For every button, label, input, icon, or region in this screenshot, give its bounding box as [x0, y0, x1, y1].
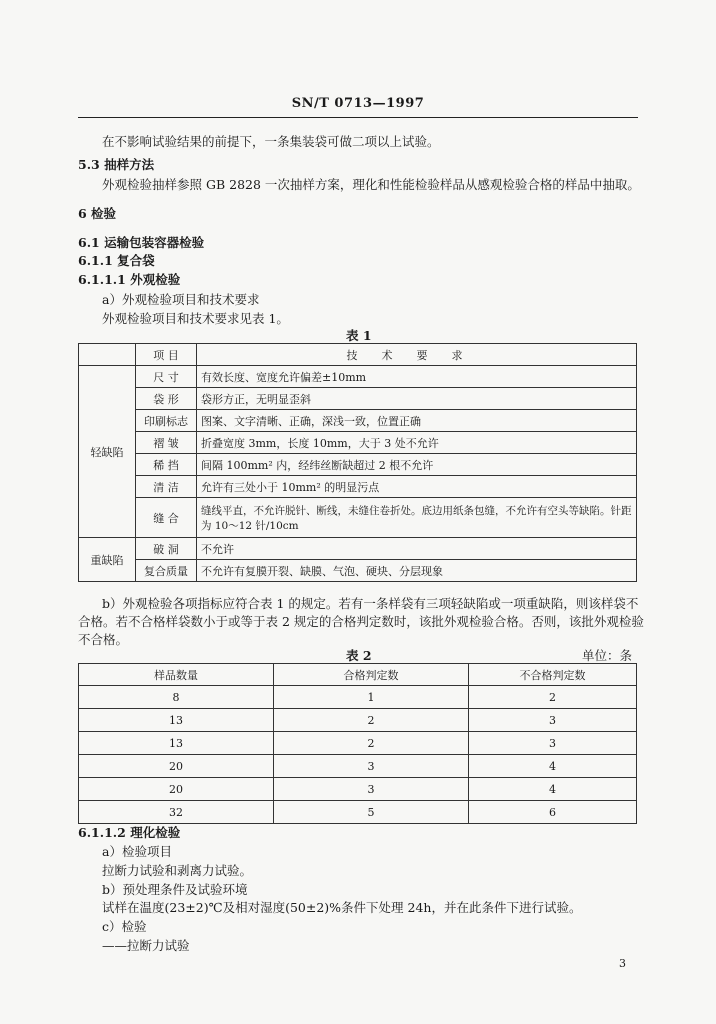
table-1-row-item: 印刷标志: [136, 410, 197, 432]
table-1-header-item: 项 目: [136, 344, 197, 366]
table-1-row-item: 袋 形: [136, 388, 197, 410]
table-1-row-item: 稀 挡: [136, 454, 197, 476]
section-5-3-text: 外观检验抽样参照 GB 2828 一次抽样方案，理化和性能检验样品从感观检验合格的样品中抽取。: [102, 177, 640, 192]
item-a-text: 外观检验项目和技术要求见表 1。: [102, 311, 289, 326]
table-2-header-cell: 样品数量: [79, 664, 274, 686]
heavy-defect-label: 重缺陷: [79, 538, 136, 582]
table-1-header-requirements: 技术要求: [197, 344, 637, 366]
table-2-header-cell: 不合格判定数: [469, 664, 637, 686]
test-item-b: b）预处理条件及试验环境: [102, 882, 248, 897]
table-2-cell: 2: [274, 709, 469, 732]
table-1-row-req: 图案、文字清晰、正确，深浅一致，位置正确: [197, 410, 637, 432]
table-2-cell: 4: [469, 778, 637, 801]
table-1-row-req-line2: 为 10～12 针/10cm: [201, 519, 299, 532]
table-2-cell: 2: [469, 686, 637, 709]
table-1: [78, 343, 637, 582]
section-6-1-title: 6.1 运输包装容器检验: [78, 235, 205, 250]
page-number: 3: [619, 957, 626, 970]
table-1-row-req: 袋形方正，无明显歪斜: [197, 388, 637, 410]
test-item-b-text: 试样在温度(23±2)℃及相对湿度(50±2)%条件下处理 24h，并在此条件下进行试验。: [102, 900, 582, 915]
section-6-title: 6 检验: [78, 206, 117, 221]
table-2-unit: 单位：条: [582, 648, 633, 663]
item-b-line2: 合格。若不合格样袋数小于或等于表 2 规定的合格判定数时，该批外观检验合格。否则，该批外观检验: [78, 614, 644, 629]
table-1-caption: 表 1: [346, 328, 372, 343]
table-1-row-req: 间隔 100mm² 内，经纬丝断缺超过 2 根不允许: [197, 454, 637, 476]
table-1-row-req-multiline: [197, 498, 637, 538]
light-defect-label: 轻缺陷: [79, 366, 136, 538]
table-1-row-item: 褶 皱: [136, 432, 197, 454]
table-2-cell: 13: [79, 732, 274, 755]
table-1-row-item: 尺 寸: [136, 366, 197, 388]
test-item-c-dash: ——拉断力试验: [102, 938, 190, 953]
table-2-cell: 32: [79, 801, 274, 824]
table-1-row-item: 破 洞: [136, 538, 197, 560]
table-2-caption: 表 2: [346, 648, 372, 663]
section-6-1-1-2-title: 6.1.1.2 理化检验: [78, 825, 181, 840]
paragraph-intro: 在不影响试验结果的前提下，一条集装袋可做二项以上试验。: [102, 134, 440, 149]
header-rule: [78, 117, 638, 118]
table-1-row-req: 不允许有复膜开裂、缺膜、气泡、硬块、分层现象: [197, 560, 637, 582]
table-2-cell: 4: [469, 755, 637, 778]
table-2-cell: 3: [469, 709, 637, 732]
item-b-line3: 不合格。: [78, 632, 129, 647]
section-5-3-title: 5.3 抽样方法: [78, 157, 155, 172]
table-2-cell: 3: [469, 732, 637, 755]
table-2-cell: 6: [469, 801, 637, 824]
table-1-row-item: 缝 合: [136, 498, 197, 538]
test-item-a-text: 拉断力试验和剥离力试验。: [102, 863, 253, 878]
table-2-cell: 8: [79, 686, 274, 709]
section-6-1-1-1-title: 6.1.1.1 外观检验: [78, 272, 181, 287]
table-1-row-req: 允许有三处小于 10mm² 的明显污点: [197, 476, 637, 498]
test-item-a: a）检验项目: [102, 844, 172, 859]
table-1-row-item: 复合质量: [136, 560, 197, 582]
section-6-1-1-title: 6.1.1 复合袋: [78, 253, 155, 268]
table-2-cell: 20: [79, 778, 274, 801]
standard-code-header: SN/T 0713—1997: [291, 96, 425, 111]
test-item-c: c）检验: [102, 919, 147, 934]
table-1-row-item: 清 洁: [136, 476, 197, 498]
table-2-cell: 13: [79, 709, 274, 732]
table-2-cell: 1: [274, 686, 469, 709]
table-2-cell: 3: [274, 755, 469, 778]
table-1-row-req: 有效长度、宽度允许偏差±10mm: [197, 366, 637, 388]
table-2-header-cell: 合格判定数: [274, 664, 469, 686]
table-1-row-req-line1: 缝线平直，不允许脱针、断线，未缝住卷折处。底边用纸条包缝，不允许有空头等缺陷。针距: [201, 504, 632, 517]
table-2: [78, 663, 637, 824]
item-a-label: a）外观检验项目和技术要求: [102, 292, 260, 307]
table-2-cell: 2: [274, 732, 469, 755]
table-1-row-req: 不允许: [197, 538, 637, 560]
item-b-line1: b）外观检验各项指标应符合表 1 的规定。若有一条样袋有三项轻缺陷或一项重缺陷，则该样袋不: [102, 596, 639, 611]
table-2-cell: 20: [79, 755, 274, 778]
table-2-cell: 5: [274, 801, 469, 824]
table-2-cell: 3: [274, 778, 469, 801]
table-1-row-req: 折叠宽度 3mm，长度 10mm，大于 3 处不允许: [197, 432, 637, 454]
